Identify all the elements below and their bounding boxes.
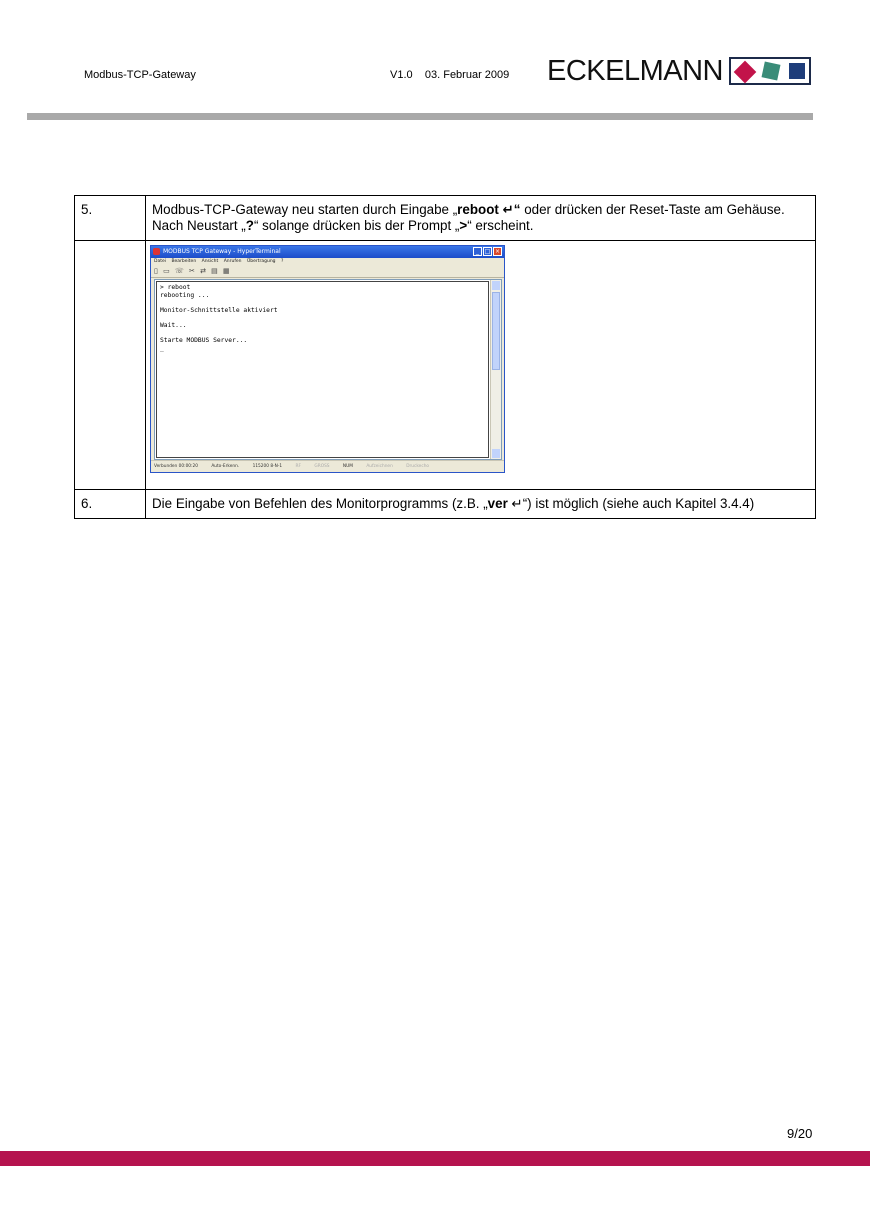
phone-icon: ☏ <box>174 267 184 275</box>
status-baud: 115200 8-N-1 <box>252 464 283 469</box>
text-part: Modbus-TCP-Gateway neu starten durch Eingabe „ <box>152 202 458 217</box>
status-connected: Verbunden 00:00:20 <box>154 464 198 469</box>
table-row <box>75 196 816 241</box>
menu-item: Ansicht <box>201 259 219 264</box>
app-icon <box>153 248 160 255</box>
properties-icon: ▦ <box>223 267 230 275</box>
table-row <box>75 490 816 519</box>
keyword-reboot: reboot ↵“ <box>457 202 521 217</box>
scroll-thumb <box>492 292 500 370</box>
screenshot-cell <box>146 241 816 490</box>
menu-item: ? <box>280 259 284 264</box>
terminal-line: Starte MODBUS Server... <box>160 337 248 345</box>
hyperterminal-window <box>150 245 505 473</box>
header-title: Modbus-TCP-Gateway <box>84 69 196 81</box>
step-text <box>146 196 816 241</box>
send-icon: ⇄ <box>200 267 206 275</box>
header-version <box>390 69 509 81</box>
terminal-line: _ <box>160 344 164 352</box>
menu-item: Anrufen <box>223 259 242 264</box>
keyword-ver: ver <box>487 496 508 511</box>
window-buttons <box>473 247 502 256</box>
menu-bar <box>151 258 504 266</box>
steps-table <box>74 195 816 519</box>
window-title: MODBUS TCP Gateway - HyperTerminal <box>163 248 281 255</box>
company-logo <box>547 56 811 86</box>
step-number: 6. <box>75 490 146 519</box>
date-label: 03. Februar 2009 <box>424 69 510 81</box>
status-num: NUM <box>342 464 353 469</box>
text-part: “ erscheint. <box>467 218 534 233</box>
text-part: ↵“) ist möglich (siehe auch Kapitel 3.4.4) <box>507 496 755 511</box>
terminal-line: > reboot <box>160 284 191 291</box>
receive-icon: ▤ <box>211 267 218 275</box>
maximize-icon: □ <box>484 248 491 255</box>
disconnect-icon: ✂ <box>188 267 195 275</box>
status-scroll: RF <box>295 464 301 469</box>
step-number: 5. <box>75 196 146 241</box>
status-caps: GROSS <box>314 464 330 469</box>
logo-square-red <box>734 61 757 84</box>
new-file-icon: ▯ <box>154 267 158 275</box>
terminal-output <box>156 281 489 458</box>
terminal-area <box>154 279 502 460</box>
page-number: 9/20 <box>787 1126 813 1141</box>
table-row <box>75 241 816 490</box>
scroll-up-icon <box>492 281 500 290</box>
open-folder-icon: ▭ <box>163 267 170 275</box>
terminal-line: Wait... <box>160 321 187 329</box>
menu-item: Übertragung <box>246 259 276 264</box>
keyword-prompt: > <box>459 218 468 233</box>
text-part: “ solange drücken bis der Prompt „ <box>253 218 460 233</box>
terminal-line <box>160 314 485 322</box>
keyword-question: ? <box>245 218 254 233</box>
terminal-line <box>160 299 485 307</box>
terminal-line: Monitor-Schnittstelle aktiviert <box>160 306 278 314</box>
text-part: oder drücken der Reset-Taste am Gehäuse. Nach Neustart „ <box>152 202 785 233</box>
step-text <box>146 490 816 519</box>
footer-bar <box>0 1151 870 1166</box>
window-titlebar <box>151 246 504 258</box>
logo-squares-icon <box>729 57 811 85</box>
scroll-down-icon <box>492 449 500 458</box>
terminal-line: rebooting ... <box>160 291 210 299</box>
status-print: Druckecho <box>406 464 430 469</box>
text-part: Die Eingabe von Befehlen des Monitorprogramms (z.B. „ <box>152 496 488 511</box>
status-capture: Aufzeichnen <box>366 464 393 469</box>
logo-text: ECKELMANN <box>547 55 723 87</box>
terminal-line <box>160 330 485 338</box>
status-bar <box>151 460 504 472</box>
menu-item: Datei <box>154 259 167 264</box>
scrollbar <box>490 280 501 459</box>
logo-square-green <box>762 62 781 81</box>
close-icon: × <box>494 248 501 255</box>
version-label: V1.0 <box>390 69 413 81</box>
menu-item: Bearbeiten <box>171 259 197 264</box>
step-number-empty <box>75 241 146 490</box>
toolbar <box>151 266 504 278</box>
logo-square-blue <box>789 63 805 79</box>
header-rule <box>27 113 813 120</box>
status-detect: Auto-Erkenn. <box>211 464 240 469</box>
minimize-icon: _ <box>473 247 482 256</box>
